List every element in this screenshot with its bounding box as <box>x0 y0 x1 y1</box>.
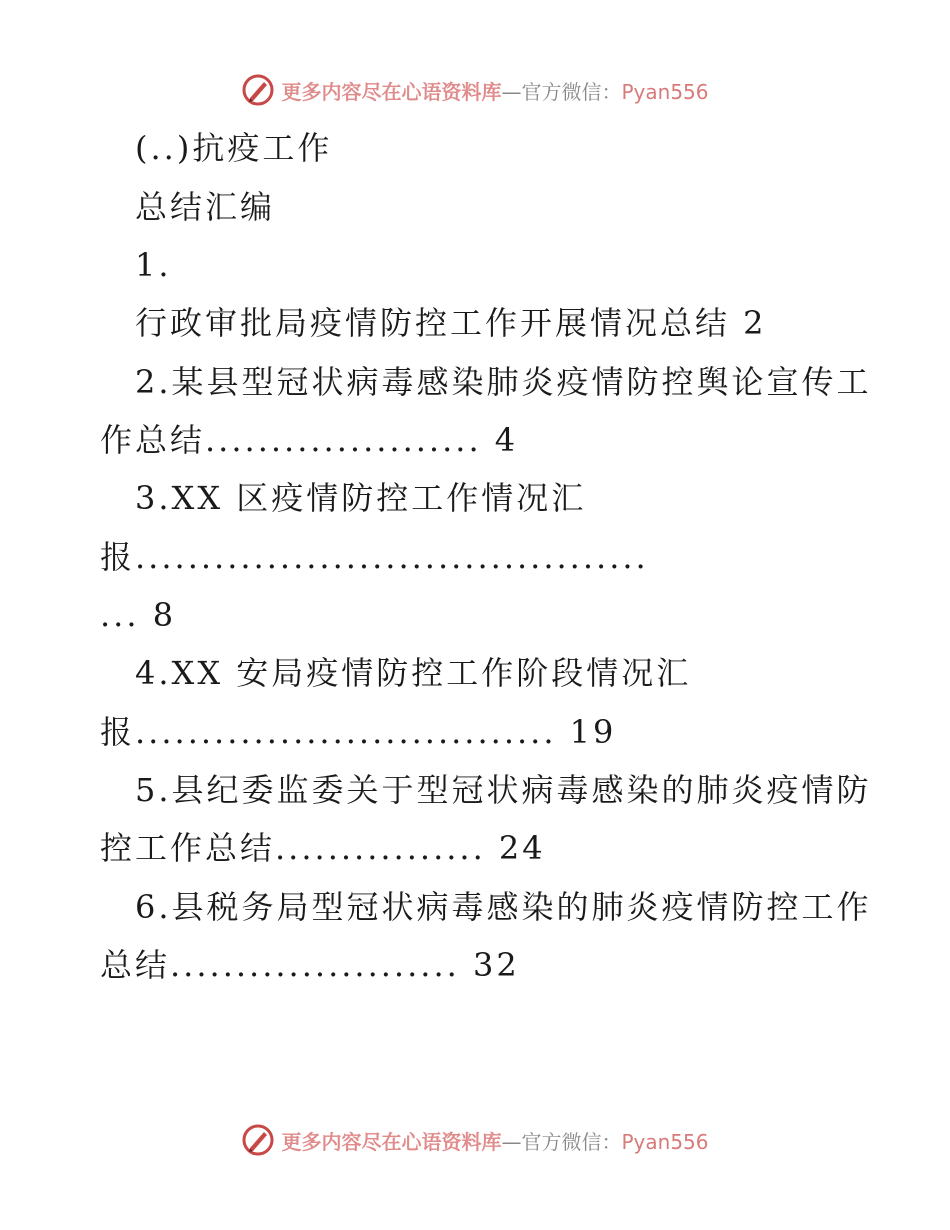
watermark-text <box>281 1126 708 1155</box>
doc-title-line-1: (..)抗疫工作 <box>135 129 333 167</box>
watermark-banner-top <box>0 70 950 110</box>
toc-line: 5.县纪委监委关于型冠状病毒感染的肺炎疫情防 <box>135 771 872 809</box>
pen-logo-icon <box>241 1123 275 1157</box>
toc-line: 2.某县型冠状病毒感染肺炎疫情防控舆论宣传工 <box>135 363 872 401</box>
toc-line: 1. <box>135 246 172 284</box>
toc-line: 作总结..................... 4 <box>100 421 519 459</box>
watermark-text <box>281 76 708 105</box>
toc-line: 6.县税务局型冠状病毒感染的肺炎疫情防控工作 <box>135 888 872 926</box>
toc-line: 4.XX 安局疫情防控工作阶段情况汇 <box>135 654 692 692</box>
toc-line: ... 8 <box>100 596 177 634</box>
watermark-brand: 更多内容尽在心语资料库 <box>281 1129 502 1154</box>
watermark-brand: 更多内容尽在心语资料库 <box>281 79 502 104</box>
watermark-wechat-id: Pyan556 <box>621 79 709 104</box>
watermark-separator: — <box>501 79 522 104</box>
pen-logo-icon <box>241 73 275 107</box>
toc-line: 报................................ 19 <box>100 713 617 751</box>
watermark-banner-bottom <box>0 1120 950 1160</box>
watermark-wechat-label: 官方微信： <box>521 1129 622 1154</box>
toc-line: 3.XX 区疫情防控工作情况汇 <box>135 479 587 517</box>
toc-line: 控工作总结................ 24 <box>100 829 546 867</box>
watermark-wechat-id: Pyan556 <box>621 1129 709 1154</box>
toc-line: 总结...................... 32 <box>100 946 520 984</box>
toc-line: 报....................................... <box>100 538 649 576</box>
watermark-separator: — <box>501 1129 522 1154</box>
watermark-wechat-label: 官方微信： <box>521 79 622 104</box>
toc-line: 行政审批局疫情防控工作开展情况总结 2 <box>135 304 767 342</box>
doc-title-line-2: 总结汇编 <box>135 188 276 226</box>
